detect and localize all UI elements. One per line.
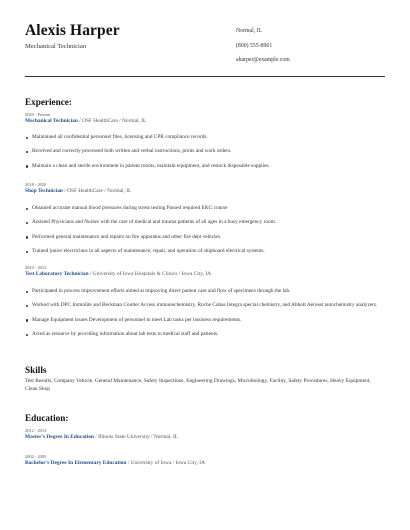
- list-item: Manage Equipment issues Development of personnel to meet Lab tasks per business requirements.: [25, 317, 385, 324]
- contact-phone: (800) 555-8961: [236, 42, 273, 49]
- job-bullets: [25, 205, 385, 255]
- job-organization: / OSF HealthCare / Normal, IL: [62, 188, 132, 194]
- degree-name: Master's Degree In Education: [25, 434, 94, 440]
- list-item: Maintain a clean and sterile environment in patient rooms, maintain equipment, and restock disposable supplies.: [25, 163, 385, 170]
- header-divider: [25, 76, 385, 77]
- list-item: Assisted Physicians and Nurses with the care of medical and trauma patients of all ages in a busy emergency room.: [25, 219, 385, 226]
- job-dates: 2010 - 2012: [25, 265, 47, 270]
- education-entry: [25, 434, 178, 440]
- education-dates: 2012 - 2013: [25, 428, 47, 433]
- list-item: Received and correctly processed both written and verbal instructions, prints and work orders.: [25, 148, 385, 155]
- list-item: Worked with DPC Immulite and Beckman Coulter Access immunochemistry, Roche Cobas Integra special chemistry, and Abbott Aeroset autochemistry analyzers.: [25, 302, 385, 309]
- school-name: / Illinois State University / Normal, IL: [93, 434, 179, 440]
- degree-name: Bachelor's Degree In Elementary Education: [25, 460, 127, 466]
- job-organization: / University of Iowa Hospitals & Clinics / Iowa City, IA: [88, 271, 212, 277]
- job-dates: 2018 - 2020: [25, 182, 47, 187]
- list-item: Maintained all confidential personnel files, licensing and CPR compliance records.: [25, 134, 385, 141]
- experience-heading: Experience:: [25, 97, 72, 107]
- contact-info: [236, 28, 386, 72]
- education-entry: [25, 460, 205, 466]
- list-item: Trained junior electricians in all aspects of maintenance, repair, and operation of shipboard electrical systems.: [25, 248, 385, 255]
- education-heading: Education:: [25, 413, 69, 423]
- job-dates: 2020 - Present: [25, 112, 51, 117]
- skills-list: Test Results, Company Vehicle, General Maintenance, Safety Inspections, Engineering Drawings, Microbiology, Facility, Safety Procedures, Heavy Equipment, Clean Shop: [25, 378, 371, 392]
- job-role-line: [25, 271, 211, 277]
- job-organization: / OSF HealthCare / Normal, IL: [77, 118, 147, 124]
- education-dates: 2002 - 2005: [25, 454, 47, 459]
- contact-location: Normal, IL: [236, 28, 263, 34]
- list-item: Acted as resource by providing information about lab tests to medical staff and patients.: [25, 331, 385, 338]
- job-bullets: [25, 134, 385, 170]
- job-role: Test Laboratory Technician: [25, 271, 89, 277]
- job-role: Mechanical Technician: [25, 118, 78, 124]
- job-role: Shop Technician: [25, 188, 63, 194]
- candidate-title: Mechanical Technician: [25, 43, 87, 50]
- list-item: Performed general maintenance and repairs on fire apparatus and other fire dept vehicles.: [25, 234, 385, 241]
- contact-email: aharper@example.com: [236, 57, 290, 63]
- school-name: / University of Iowa / Iowa City, IA: [126, 460, 205, 466]
- job-role-line: [25, 118, 146, 124]
- list-item: Participated in process improvement efforts aimed at improving direct patient care and flow of specimens through the lab.: [25, 288, 385, 295]
- job-role-line: [25, 188, 131, 194]
- list-item: Obtained accurate manual blood pressures during stress testing Passed required EKG course: [25, 205, 385, 212]
- candidate-name: Alexis Harper: [25, 22, 120, 39]
- skills-heading: Skills: [25, 365, 47, 375]
- job-bullets: [25, 288, 385, 338]
